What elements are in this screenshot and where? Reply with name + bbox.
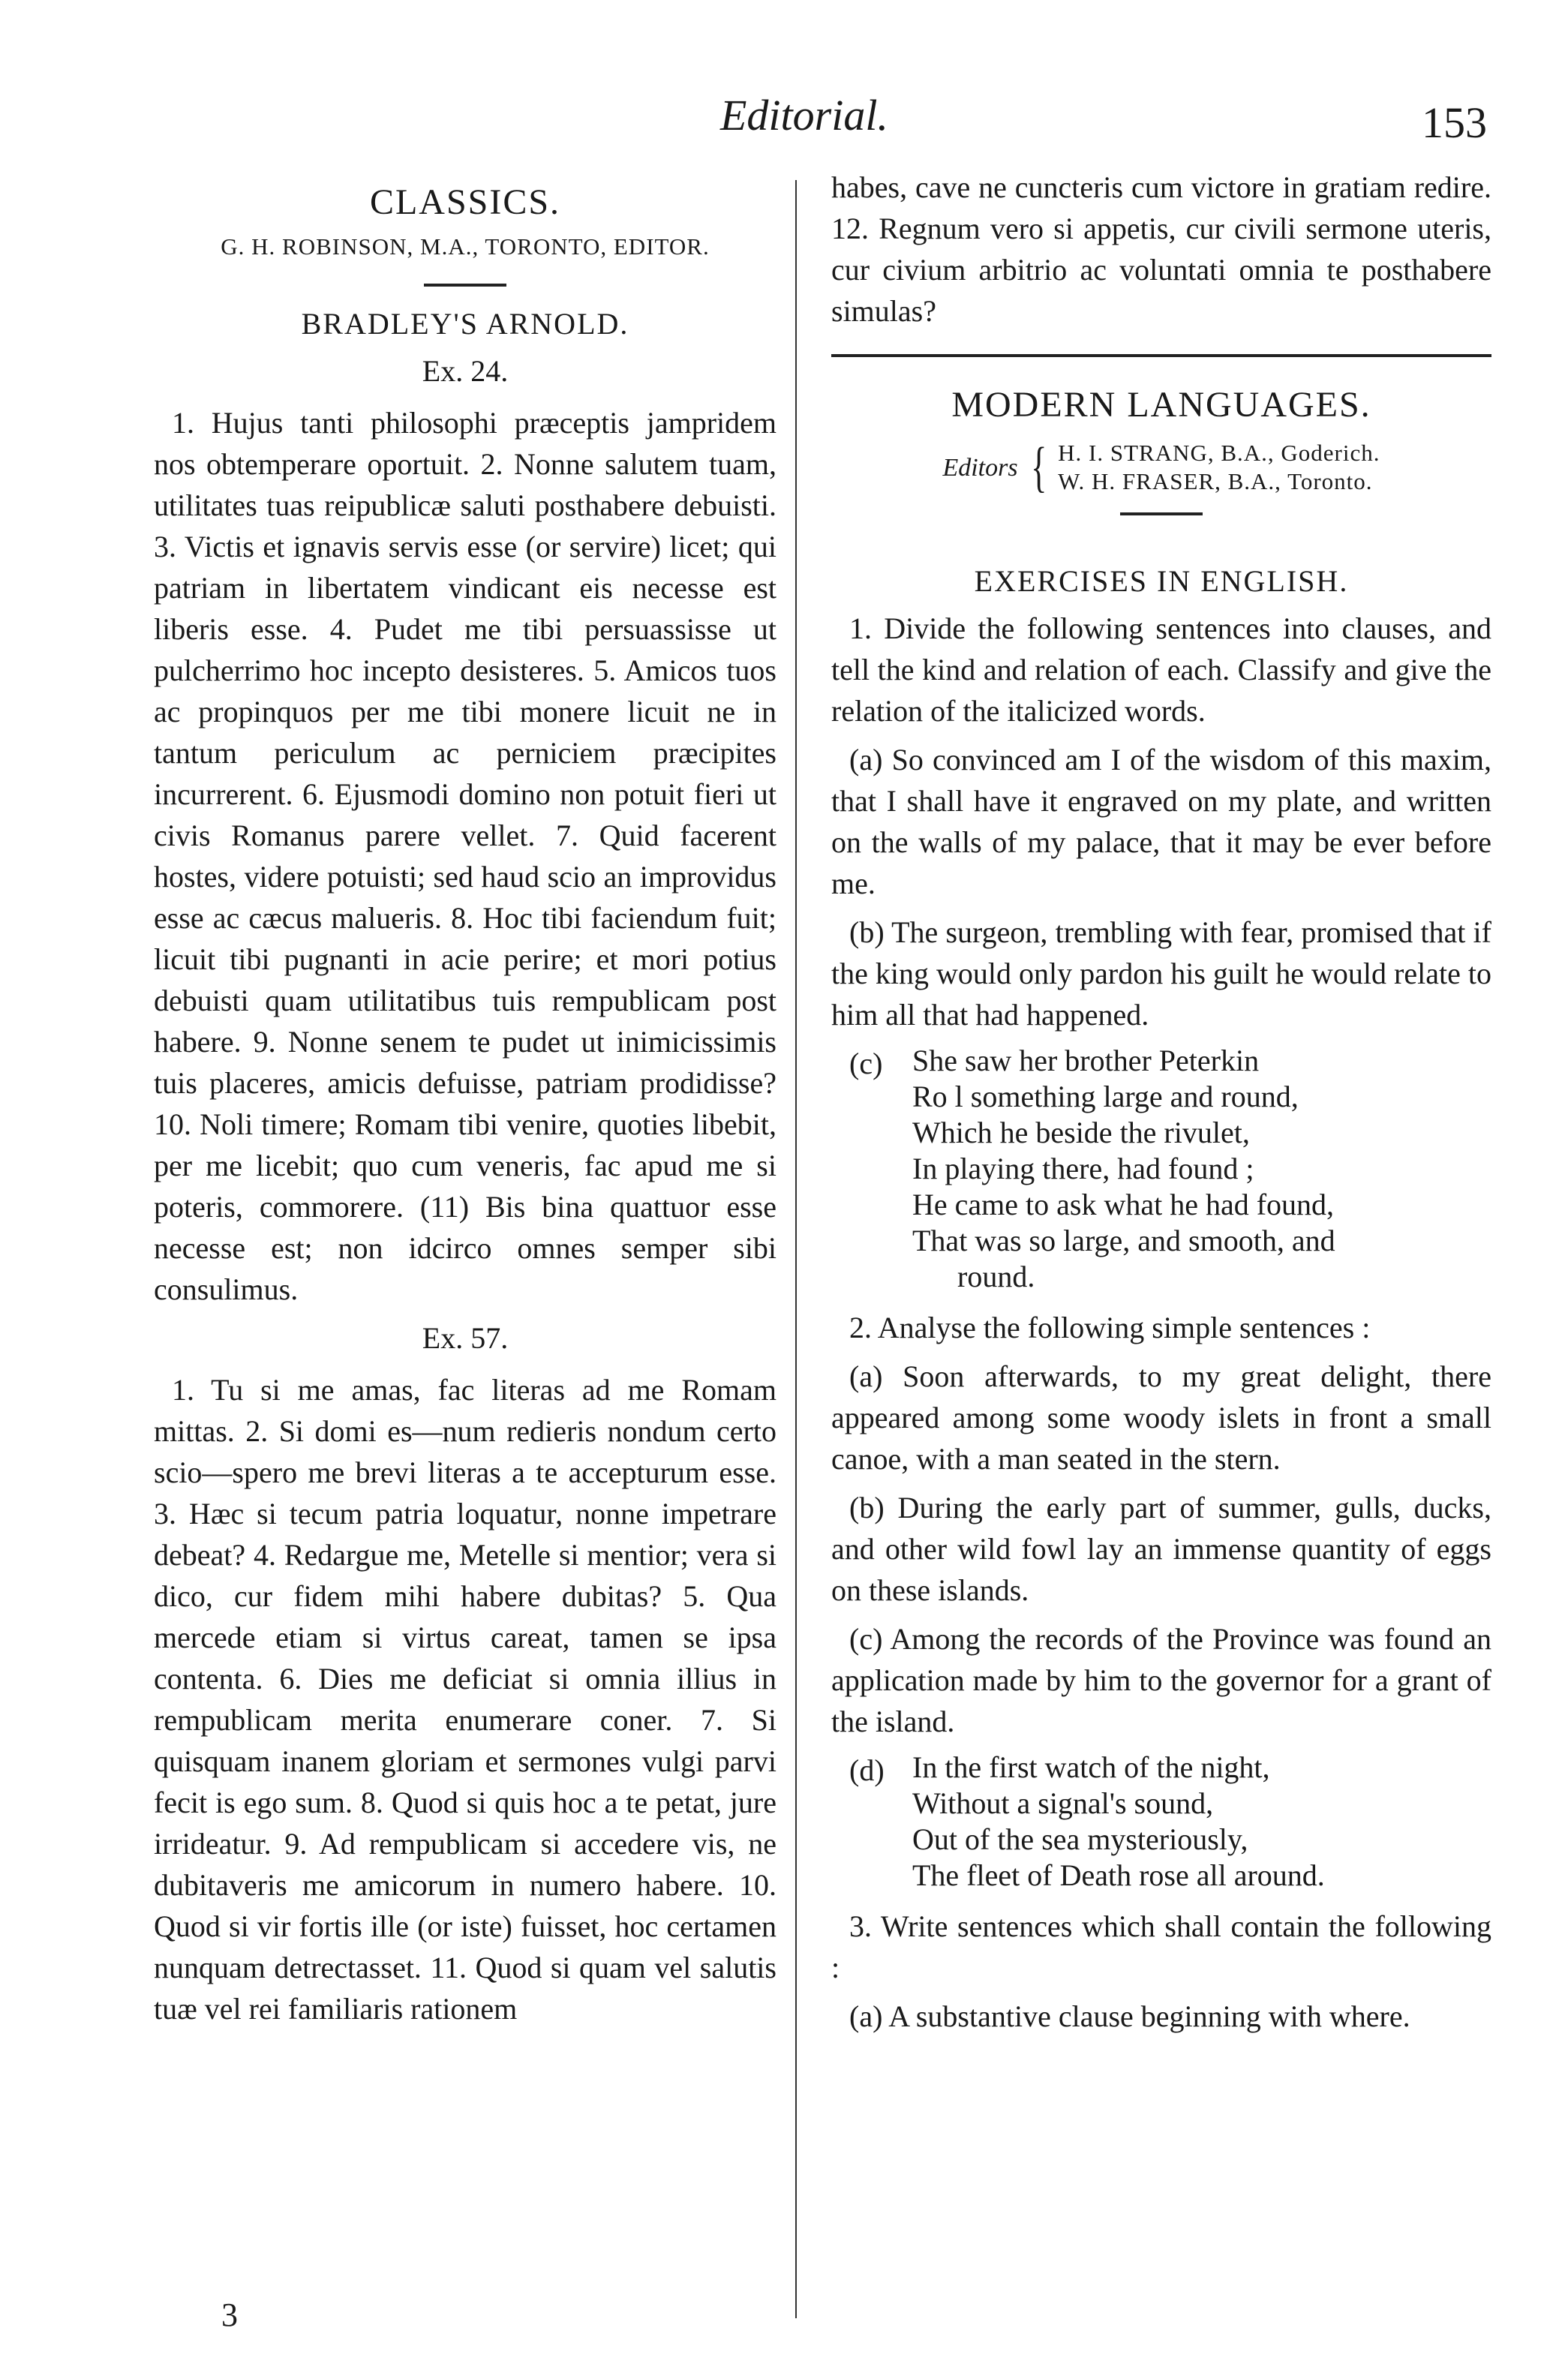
verse-line: In the first watch of the night,	[912, 1750, 1270, 1784]
editor-fraser: W. H. FRASER, B.A., Toronto.	[1058, 468, 1373, 494]
verse-line: The fleet of Death rose all around.	[912, 1858, 1325, 1892]
question-2-b: (b) During the early part of summer, gulls, ducks, and other wild fowl lay an immense quantity of eggs on these islands.	[831, 1491, 1491, 1607]
editors-block	[831, 439, 1491, 496]
verse-line: round.	[912, 1260, 1035, 1293]
verse-line: He came to ask what he had found,	[912, 1188, 1335, 1221]
running-title: Editorial.	[720, 91, 888, 140]
question-3-intro: 3. Write sentences which shall contain the following :	[831, 1909, 1491, 1984]
question-1-c-label: (c)	[849, 1047, 883, 1080]
verse-line: Ro l something large and round,	[912, 1080, 1299, 1113]
question-1-c	[831, 1043, 1491, 1307]
exercises-in-english-title: EXERCISES IN ENGLISH.	[974, 564, 1349, 598]
divider	[1120, 512, 1203, 515]
classics-editor: G. H. ROBINSON, M.A., TORONTO, EDITOR.	[221, 233, 710, 260]
question-2-intro: 2. Analyse the following simple sentences :	[849, 1311, 1371, 1344]
column-divider	[795, 180, 797, 2318]
question-2-d-verse	[912, 1750, 1325, 1894]
verse-line: Out of the sea mysteriously,	[912, 1822, 1248, 1856]
exercise-57-heading: Ex. 57.	[422, 1321, 509, 1355]
question-2-d-label: (d)	[849, 1753, 885, 1787]
editors-names	[1058, 439, 1380, 496]
question-1-a: (a) So convinced am I of the wisdom of this maxim, that I shall have it engraved on my plate, and written on the walls of my palace, that it may be ever before me.	[831, 743, 1491, 900]
question-2-d	[831, 1750, 1491, 1906]
question-1-c-verse	[912, 1043, 1335, 1295]
exercise-24-heading: Ex. 24.	[422, 354, 509, 388]
divider	[424, 284, 506, 287]
right-column	[831, 167, 1491, 2044]
question-1-intro: 1. Divide the following sentences into clauses, and tell the kind and relation of each. Classify and give the relation of the italicized words.	[831, 611, 1491, 728]
page-number: 153	[1422, 98, 1487, 147]
bradleys-arnold-title: BRADLEY'S ARNOLD.	[301, 307, 629, 341]
brace-glyph: {	[1030, 437, 1047, 498]
left-column	[154, 167, 776, 2037]
verse-line: That was so large, and smooth, and	[912, 1224, 1335, 1257]
section-divider	[831, 354, 1491, 357]
exercise-57-continuation: habes, cave ne cuncteris cum victore in gratiam redire. 12. Regnum vero si appetis, cur civili sermone uteris, cur civium arbitrio ac voluntati omnia te posthabere simulas?	[831, 170, 1491, 328]
verse-line: In playing there, had found ;	[912, 1152, 1254, 1185]
classics-section-title: CLASSICS.	[369, 182, 561, 222]
question-1-b: (b) The surgeon, trembling with fear, promised that if the king would only pardon his guilt he would relate to him all that had happened.	[831, 915, 1491, 1032]
verse-line: Without a signal's sound,	[912, 1786, 1214, 1820]
question-3-a: (a) A substantive clause beginning with where.	[849, 1999, 1410, 2033]
question-2-a: (a) Soon afterwards, to my great delight, there appeared among some woody islets in front a small canoe, with a man seated in the stern.	[831, 1359, 1491, 1476]
verse-line: Which he beside the rivulet,	[912, 1116, 1250, 1149]
modern-languages-title: MODERN LANGUAGES.	[951, 385, 1371, 425]
editor-strang: H. I. STRANG, B.A., Goderich.	[1058, 440, 1380, 466]
exercise-57-text: 1. Tu si me amas, fac literas ad me Romam mittas. 2. Si domi es—num redieris nondum certo scio—spero me brevi literas a te accepturum esse. 3. Hæc si tecum patria loquatur, nonne impetrare debeat? 4. Redargue me, Metelle si mentior; vera si dico, cur fidem mihi habere dubitas? 5. Qua mercede etiam si virtus careat, tamen se ipsa contenta. 6. Dies me deficiat si omnia illius in rempublicam merita enumerare coner. 7. Si quisquam inanem gloriam et sermones vulgi parvi fecit is ego sum. 8. Quod si quis hoc a te petat, jure irrideatur. 9. Ad rempublicam si accedere vis, ne dubitaveris me amicorum in numero habere. 10. Quod si vir fortis ille (or iste) fuisset, hoc certamen nunquam detrectasset. 11. Quod si quam vel salutis tuæ vel rei familiaris rationem	[154, 1373, 776, 2026]
question-2-c: (c) Among the records of the Province was found an application made by him to the governor for a grant of the island.	[831, 1622, 1491, 1738]
running-head	[0, 84, 1568, 152]
verse-line: She saw her brother Peterkin	[912, 1044, 1260, 1077]
signature-mark: 3	[221, 2296, 238, 2333]
editors-label: Editors	[942, 453, 1018, 482]
exercise-24-text: 1. Hujus tanti philosophi præceptis jampridem nos obtemperare oportuit. 2. Nonne salutem tuam, utilitates tuas reipublicæ saluti posthabere debuisti. 3. Victis et ignavis servis esse (or servire) licet; qui patriam in libertatem vindicant eis necesse est liberis esse. 4. Pudet me tibi persuassisse ut pulcherrimo hoc incepto desisteres. 5. Amicos tuos ac propinquos per me tibi monere licuit ne in tantum periculum ac perniciem præcipites incurrerent. 6. Ejusmodi domino non potuit fieri ut civis Romanus parere vellet. 7. Quid facerent hostes, videre potuisti; sed haud scio an improvidus esse ac cæcus maluеris. 8. Hoc tibi faciendum fuit; licuit tibi pugnanti in acie perire; et mori potius debuisti quam utilitatibus tuis rempublicam post habere. 9. Nonne senem te pudet ut inimicissimis tuis placeres, amicis defuisse, patriam prodidisse? 10. Noli timere; Romam tibi venire, quoties libebit, per me licebit; quo cum veneris, fac apud me si poteris, commorere. (11) Bis bina quattuor esse necesse est; non idcirco omnes semper sibi consulimus.	[154, 406, 776, 1306]
